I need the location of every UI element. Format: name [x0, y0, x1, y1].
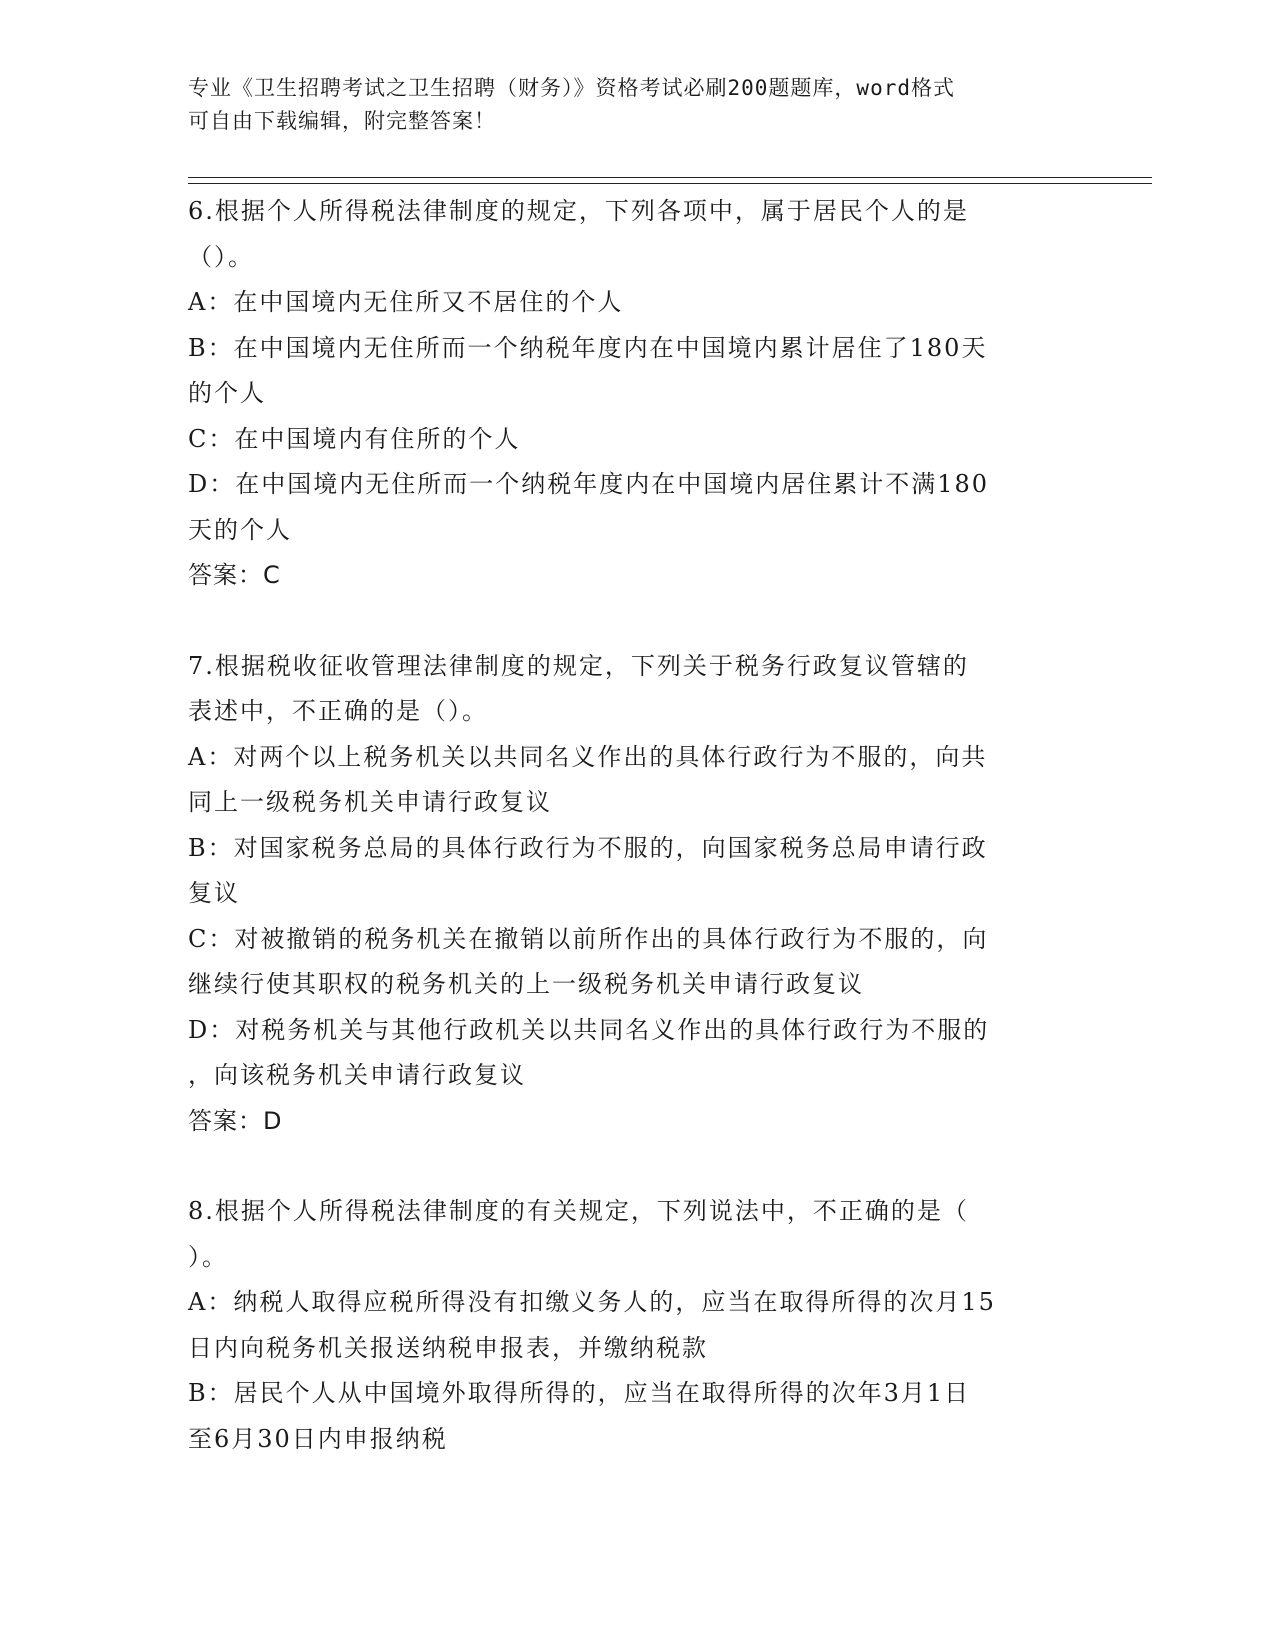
option-line: D：在中国境内无住所而一个纳税年度内在中国境内居住累计不满180 — [188, 470, 990, 498]
option-d — [188, 462, 1068, 553]
option-a — [188, 1280, 1068, 1371]
header-line-2: 可自由下载编辑，附完整答案！ — [188, 109, 496, 133]
question-6 — [188, 189, 1068, 599]
question-stem — [188, 644, 1068, 735]
stem-line: 6.根据个人所得税法律制度的规定，下列各项中，属于居民个人的是 — [188, 197, 969, 225]
option-line: 继续行使其职权的税务机关的上一级税务机关申请行政复议 — [188, 970, 864, 998]
option-line: B：居民个人从中国境外取得所得的，应当在取得所得的次年3月1日 — [188, 1379, 971, 1407]
option-line: B：在中国境内无住所而一个纳税年度内在中国境内累计居住了180天 — [188, 333, 988, 362]
option-line: 复议 — [188, 879, 240, 907]
option-line: C：在中国境内有住所的个人 — [188, 424, 521, 453]
option-line: 的个人 — [188, 379, 266, 407]
option-b — [188, 826, 1068, 917]
option-line: D：对税务机关与其他行政机关以共同名义作出的具体行政行为不服的 — [188, 1015, 990, 1044]
option-b — [188, 1371, 1068, 1462]
option-line: A：对两个以上税务机关以共同名义作出的具体行政行为不服的，向共 — [188, 742, 988, 771]
option-line: A：纳税人取得应税所得没有扣缴义务人的，应当在取得所得的次月15 — [188, 1288, 996, 1316]
stem-line: 7.根据税收征收管理法律制度的规定，下列关于税务行政复议管辖的 — [188, 651, 969, 680]
option-line: C：对被撤销的税务机关在撤销以前所作出的具体行政行为不服的，向 — [188, 924, 989, 953]
question-7 — [188, 644, 1068, 1145]
option-a — [188, 280, 1068, 326]
stem-line: （）。 — [188, 242, 254, 271]
option-a — [188, 735, 1068, 826]
answer-label: 答案：C — [188, 561, 281, 589]
question-8 — [188, 1189, 1068, 1462]
question-stem — [188, 1189, 1068, 1280]
header-divider-bottom — [188, 183, 1152, 184]
option-line: A：在中国境内无住所又不居住的个人 — [188, 288, 624, 316]
stem-line: 8.根据个人所得税法律制度的有关规定，下列说法中，不正确的是（ — [188, 1197, 969, 1225]
option-line: 同上一级税务机关申请行政复议 — [188, 788, 552, 816]
option-d — [188, 1008, 1068, 1099]
answer-label: 答案：D — [188, 1106, 283, 1135]
option-line: 天的个人 — [188, 515, 292, 544]
option-c — [188, 417, 1068, 463]
header-line-1: 专业《卫生招聘考试之卫生招聘（财务）》资格考试必刷200题题库，word格式 — [188, 76, 955, 100]
stem-line: ）。 — [188, 1242, 228, 1271]
option-line: B：对国家税务总局的具体行政行为不服的，向国家税务总局申请行政 — [188, 833, 988, 862]
document-header — [188, 72, 1068, 138]
question-list — [188, 189, 1068, 1462]
question-stem — [188, 189, 1068, 280]
option-b — [188, 326, 1068, 417]
option-line: 日内向税务机关报送纳税申报表，并缴纳税款 — [188, 1333, 708, 1362]
option-c — [188, 917, 1068, 1008]
option-line: 至6月30日内申报纳税 — [188, 1424, 448, 1453]
header-divider-top — [188, 177, 1152, 178]
option-line: ，向该税务机关申请行政复议 — [188, 1061, 526, 1089]
stem-line: 表述中，不正确的是（）。 — [188, 697, 488, 725]
